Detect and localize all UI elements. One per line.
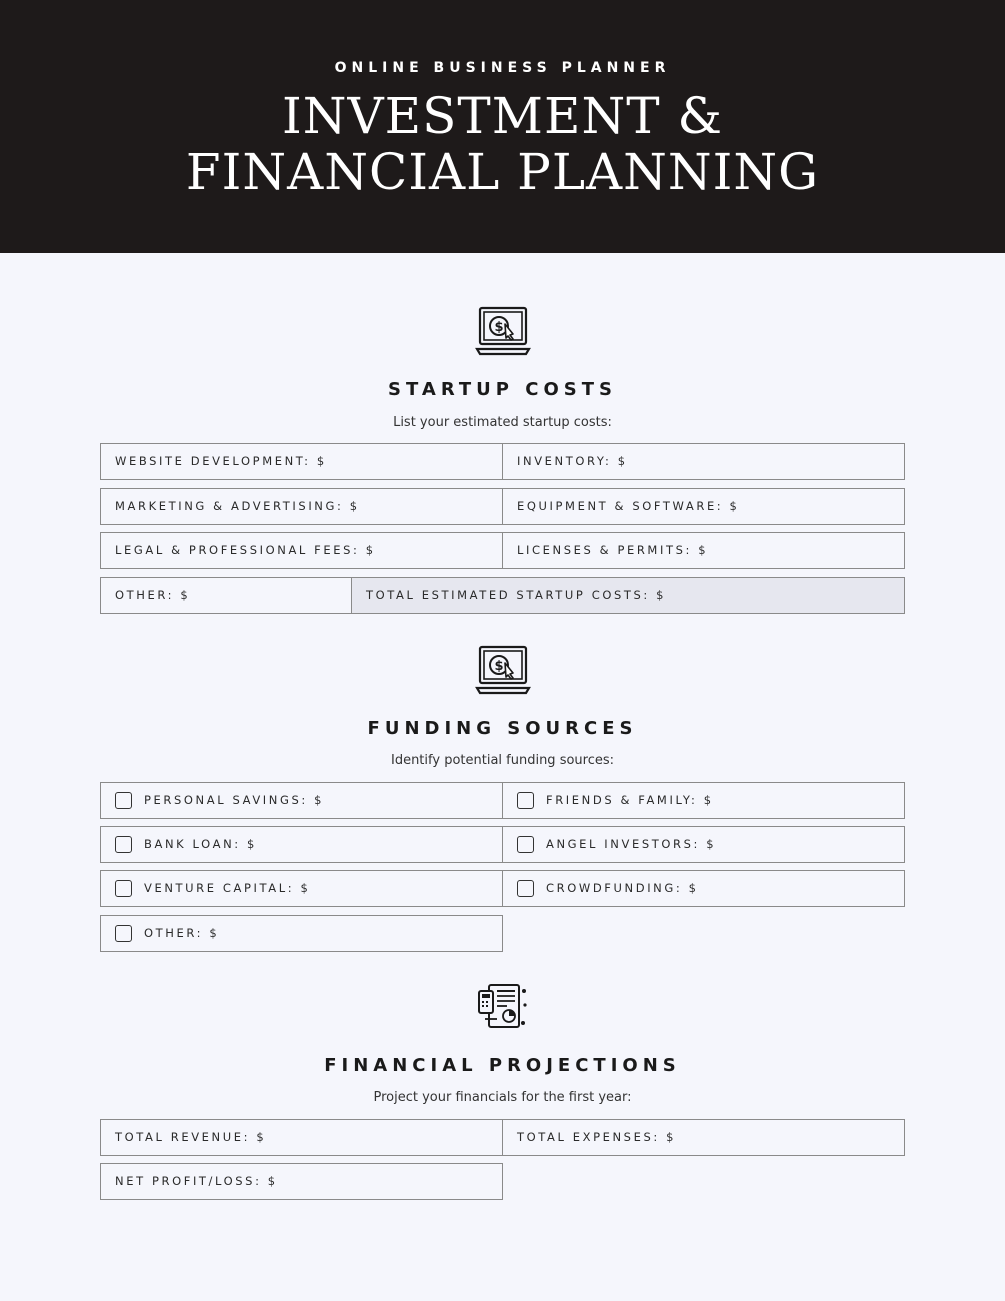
svg-text:$: $	[494, 659, 504, 674]
funding-other-field[interactable]	[100, 915, 503, 952]
field-label: WEBSITE DEVELOPMENT: $	[115, 454, 327, 468]
venture-capital-field[interactable]	[100, 870, 503, 907]
eyebrow-text: ONLINE BUSINESS PLANNER	[334, 60, 671, 76]
marketing-field[interactable]	[100, 488, 503, 525]
total-expenses-field[interactable]	[502, 1119, 905, 1156]
header-banner	[0, 0, 1005, 253]
funding-other-checkbox[interactable]	[115, 925, 132, 942]
friends-family-field[interactable]	[502, 782, 905, 819]
title-line-1: INVESTMENT &	[282, 87, 723, 145]
net-profit-loss-field[interactable]	[100, 1163, 503, 1200]
inventory-field[interactable]	[502, 443, 905, 480]
personal-savings-field[interactable]	[100, 782, 503, 819]
bank-loan-field[interactable]	[100, 826, 503, 863]
field-label: PERSONAL SAVINGS: $	[144, 793, 325, 807]
field-label: LICENSES & PERMITS: $	[517, 543, 709, 557]
field-label: TOTAL REVENUE: $	[115, 1130, 267, 1144]
laptop-dollar-icon	[475, 305, 531, 357]
startup-costs-title: STARTUP COSTS	[388, 379, 617, 400]
friends-family-checkbox[interactable]	[517, 792, 534, 809]
svg-text:$: $	[494, 320, 504, 335]
angel-investors-field[interactable]	[502, 826, 905, 863]
field-label: BANK LOAN: $	[144, 837, 257, 851]
crowdfunding-field[interactable]	[502, 870, 905, 907]
title-line-2: FINANCIAL PLANNING	[185, 143, 820, 201]
laptop-dollar-icon	[475, 644, 531, 696]
field-label: OTHER: $	[115, 588, 191, 602]
field-label: LEGAL & PROFESSIONAL FEES: $	[115, 543, 376, 557]
startup-costs-subtitle: List your estimated startup costs:	[393, 415, 612, 430]
startup-other-field[interactable]	[100, 577, 353, 614]
field-label: TOTAL ESTIMATED STARTUP COSTS: $	[366, 588, 667, 602]
legal-fees-field[interactable]	[100, 532, 503, 569]
financial-projections-subtitle: Project your financials for the first year:	[373, 1090, 632, 1105]
field-label: FRIENDS & FAMILY: $	[546, 793, 714, 807]
bank-loan-checkbox[interactable]	[115, 836, 132, 853]
field-label: VENTURE CAPITAL: $	[144, 881, 311, 895]
field-label: OTHER: $	[144, 926, 220, 940]
field-label: INVENTORY: $	[517, 454, 628, 468]
financial-projections-title: FINANCIAL PROJECTIONS	[324, 1055, 681, 1076]
field-label: MARKETING & ADVERTISING: $	[115, 499, 360, 513]
licenses-field[interactable]	[502, 532, 905, 569]
venture-capital-checkbox[interactable]	[115, 880, 132, 897]
total-revenue-field[interactable]	[100, 1119, 503, 1156]
equipment-field[interactable]	[502, 488, 905, 525]
crowdfunding-checkbox[interactable]	[517, 880, 534, 897]
page-title	[0, 88, 1005, 200]
funding-sources-title: FUNDING SOURCES	[367, 718, 638, 739]
personal-savings-checkbox[interactable]	[115, 792, 132, 809]
field-label: EQUIPMENT & SOFTWARE: $	[517, 499, 740, 513]
website-development-field[interactable]	[100, 443, 503, 480]
funding-sources-subtitle: Identify potential funding sources:	[390, 753, 615, 768]
field-label: NET PROFIT/LOSS: $	[115, 1174, 278, 1188]
field-label: CROWDFUNDING: $	[546, 881, 699, 895]
financial-report-icon	[475, 981, 531, 1033]
angel-investors-checkbox[interactable]	[517, 836, 534, 853]
field-label: ANGEL INVESTORS: $	[546, 837, 717, 851]
total-startup-costs-field[interactable]	[351, 577, 905, 614]
field-label: TOTAL EXPENSES: $	[517, 1130, 676, 1144]
